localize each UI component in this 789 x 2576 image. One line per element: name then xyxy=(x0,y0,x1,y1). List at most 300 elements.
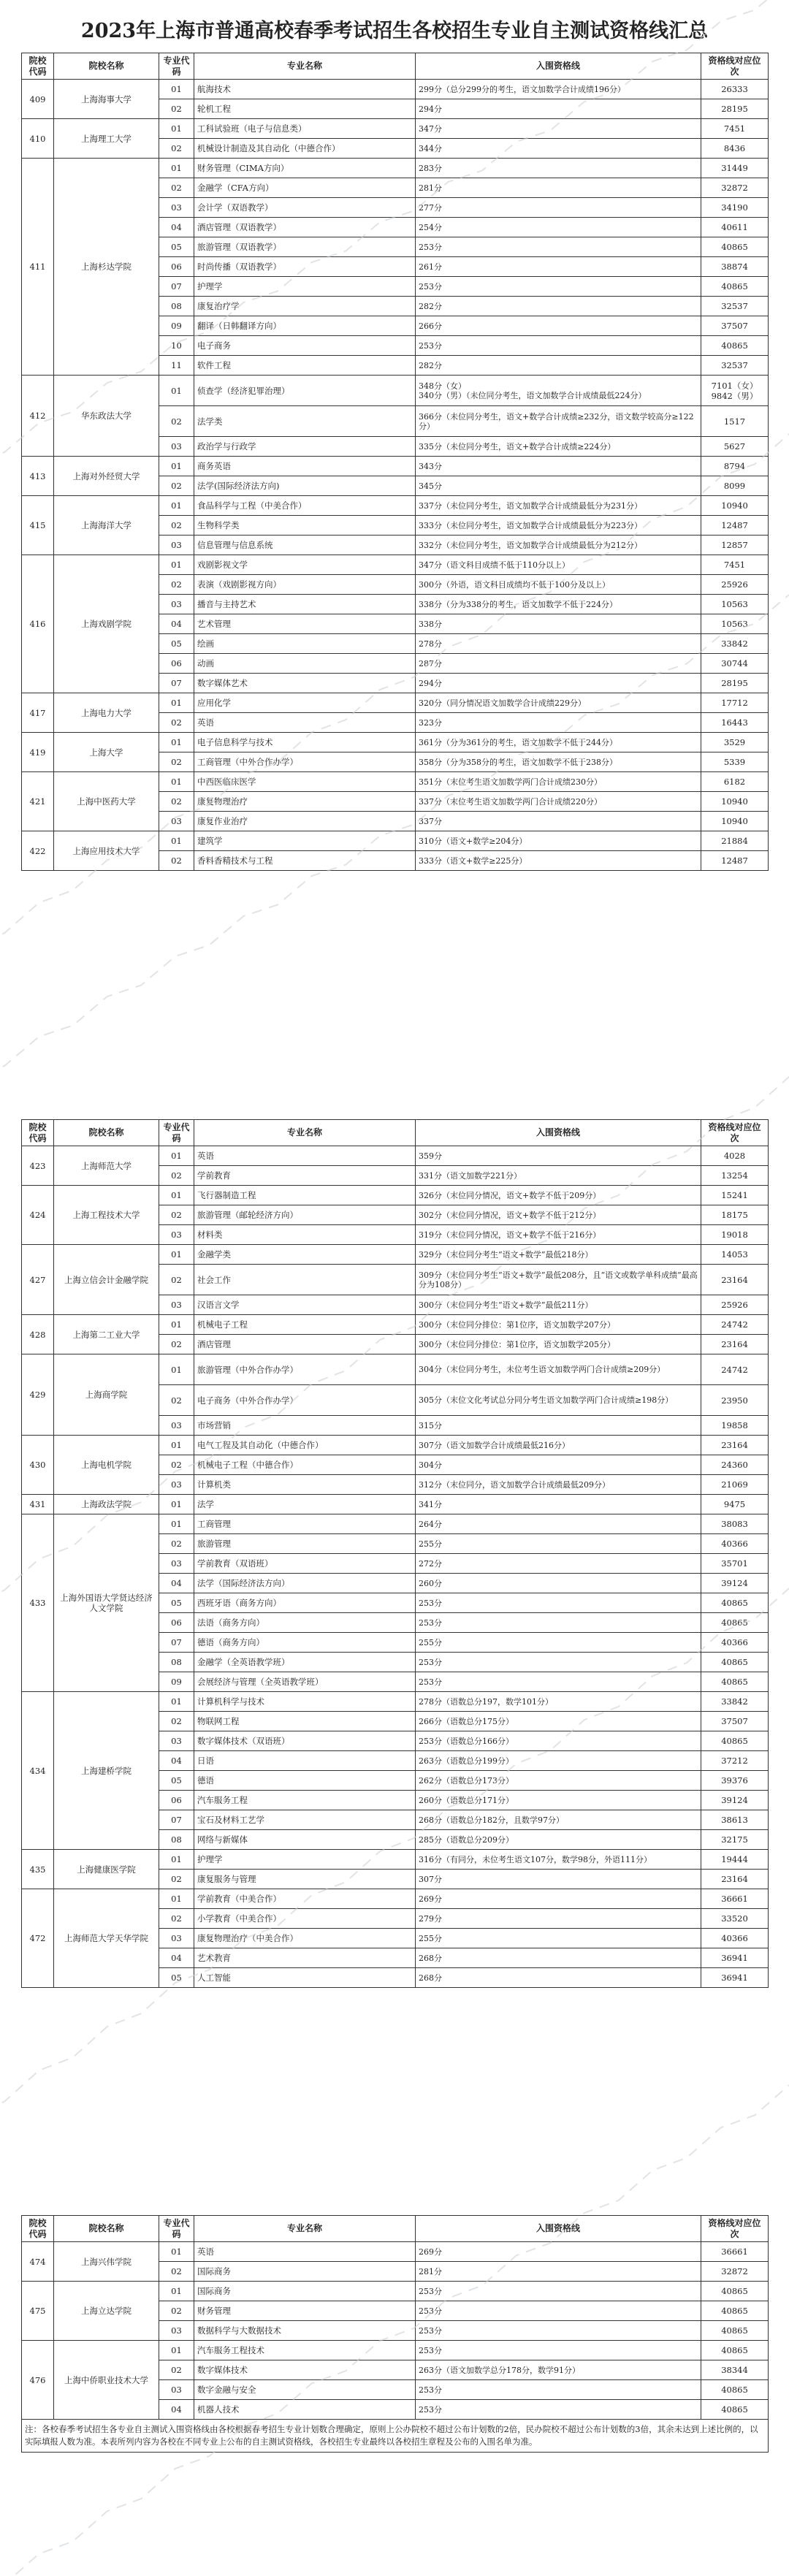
rank-value: 6182 xyxy=(701,772,769,792)
school-code: 416 xyxy=(22,555,54,693)
program-code: 01 xyxy=(159,1245,194,1265)
school-name: 上海大学 xyxy=(54,733,159,772)
rank-value: 21884 xyxy=(701,831,769,851)
rank-value: 40865 xyxy=(701,1653,769,1672)
rank-value: 33842 xyxy=(701,634,769,654)
program-code: 01 xyxy=(159,1495,194,1514)
program-code: 01 xyxy=(159,2341,194,2360)
rank-value: 39376 xyxy=(701,1771,769,1791)
program-name: 法学类 xyxy=(194,406,416,437)
program-code: 09 xyxy=(159,316,194,336)
program-name: 旅游管理（邮轮经济方向） xyxy=(194,1205,416,1225)
rank-value: 39124 xyxy=(701,1574,769,1593)
program-code: 03 xyxy=(159,1295,194,1315)
qualification-line: 337分（末位考生语文加数学两门合计成绩220分） xyxy=(416,792,701,812)
table-row xyxy=(22,457,769,476)
qualification-line: 255分 xyxy=(416,1534,701,1554)
program-name: 物联网工程 xyxy=(194,1712,416,1731)
qualification-line: 282分 xyxy=(416,297,701,316)
rank-value: 7101（女） 9842（男） xyxy=(701,376,769,406)
program-code: 02 xyxy=(159,1385,194,1416)
qualification-line: 253分 xyxy=(416,1672,701,1692)
rank-value: 19858 xyxy=(701,1416,769,1436)
table-row xyxy=(22,555,769,575)
program-name: 软件工程 xyxy=(194,356,416,376)
program-name: 英语 xyxy=(194,1146,416,1166)
qualification-line: 254分 xyxy=(416,218,701,237)
rank-value: 33520 xyxy=(701,1909,769,1929)
program-name: 学前教育（中美合作） xyxy=(194,1889,416,1909)
program-code: 11 xyxy=(159,356,194,376)
table-row xyxy=(22,2242,769,2262)
qualification-line: 329分（末位同分考生“语文+数学”最低218分） xyxy=(416,1245,701,1265)
program-code: 01 xyxy=(159,1146,194,1166)
program-code: 07 xyxy=(159,1633,194,1653)
rank-value: 19018 xyxy=(701,1225,769,1245)
rank-value: 40865 xyxy=(701,1672,769,1692)
rank-value: 40865 xyxy=(701,2321,769,2341)
rank-value: 40865 xyxy=(701,2282,769,2301)
school-name: 上海第二工业大学 xyxy=(54,1315,159,1354)
program-name: 金融学类 xyxy=(194,1245,416,1265)
table-row xyxy=(22,2341,769,2360)
program-name: 机器人技术 xyxy=(194,2400,416,2420)
column-header: 专业代码 xyxy=(159,53,194,80)
program-name: 商务英语 xyxy=(194,457,416,476)
program-name: 工科试验班（电子与信息类） xyxy=(194,119,416,139)
program-code: 01 xyxy=(159,1354,194,1385)
program-code: 01 xyxy=(159,1436,194,1455)
school-code: 409 xyxy=(22,80,54,119)
program-code: 01 xyxy=(159,1850,194,1870)
qualification-line: 268分 xyxy=(416,1968,701,1988)
school-name: 上海中医药大学 xyxy=(54,772,159,831)
rank-value: 36941 xyxy=(701,1948,769,1968)
qualification-line: 300分（末位同分排位：第1位序，语文加数学207分） xyxy=(416,1315,701,1335)
program-name: 应用化学 xyxy=(194,693,416,713)
school-name: 上海兴伟学院 xyxy=(54,2242,159,2282)
note-row xyxy=(22,2420,769,2453)
table-row xyxy=(22,1315,769,1335)
program-code: 02 xyxy=(159,1534,194,1554)
rank-value: 23950 xyxy=(701,1385,769,1416)
program-code: 03 xyxy=(159,1554,194,1574)
program-name: 机械电子工程 xyxy=(194,1315,416,1335)
table-row xyxy=(22,1146,769,1166)
rank-value: 1517 xyxy=(701,406,769,437)
program-code: 08 xyxy=(159,1830,194,1850)
qualification-line: 253分 xyxy=(416,2380,701,2400)
rank-value: 5339 xyxy=(701,752,769,772)
program-code: 10 xyxy=(159,336,194,356)
rank-value: 37507 xyxy=(701,1712,769,1731)
program-code: 04 xyxy=(159,1948,194,1968)
program-name: 食品科学与工程（中美合作） xyxy=(194,496,416,516)
column-header: 专业代码 xyxy=(159,1120,194,1146)
program-code: 01 xyxy=(159,733,194,752)
program-code: 01 xyxy=(159,1692,194,1712)
column-header: 入围资格线 xyxy=(416,53,701,80)
program-name: 网络与新媒体 xyxy=(194,1830,416,1850)
program-code: 01 xyxy=(159,1514,194,1534)
rank-value: 36661 xyxy=(701,1889,769,1909)
column-header: 专业名称 xyxy=(194,1120,416,1146)
column-header: 院校代码 xyxy=(22,2216,54,2242)
rank-value: 23164 xyxy=(701,1436,769,1455)
qualification-line: 281分 xyxy=(416,2262,701,2282)
program-code: 03 xyxy=(159,1416,194,1436)
rank-value: 10940 xyxy=(701,792,769,812)
table-row xyxy=(22,496,769,516)
rank-value: 24742 xyxy=(701,1354,769,1385)
program-code: 02 xyxy=(159,178,194,198)
school-name: 上海师范大学 xyxy=(54,1146,159,1186)
header-row xyxy=(22,2216,769,2242)
column-header: 专业名称 xyxy=(194,53,416,80)
qualification-line: 331分（语文加数学221分） xyxy=(416,1166,701,1186)
qualification-line: 264分 xyxy=(416,1514,701,1534)
rank-value: 16443 xyxy=(701,713,769,733)
rank-value: 21069 xyxy=(701,1475,769,1495)
rank-value: 10940 xyxy=(701,496,769,516)
rank-value: 25926 xyxy=(701,1295,769,1315)
header-row xyxy=(22,1120,769,1146)
program-name: 汽车服务工程技术 xyxy=(194,2341,416,2360)
program-code: 01 xyxy=(159,1186,194,1205)
admission-table xyxy=(21,1119,769,1988)
qualification-line: 262分（语数总分173分） xyxy=(416,1771,701,1791)
qualification-line: 261分 xyxy=(416,257,701,277)
qualification-line: 337分 xyxy=(416,812,701,831)
rank-value: 40366 xyxy=(701,1534,769,1554)
qualification-line: 338分 xyxy=(416,614,701,634)
school-code: 415 xyxy=(22,496,54,555)
program-code: 02 xyxy=(159,1265,194,1295)
program-code: 04 xyxy=(159,218,194,237)
program-name: 电子商务 xyxy=(194,336,416,356)
rank-value: 14053 xyxy=(701,1245,769,1265)
school-name: 上海商学院 xyxy=(54,1354,159,1436)
rank-value: 40865 xyxy=(701,1613,769,1633)
program-code: 01 xyxy=(159,159,194,178)
program-name: 财务管理（CIMA方向） xyxy=(194,159,416,178)
school-code: 422 xyxy=(22,831,54,871)
program-name: 侦查学（经济犯罪治理） xyxy=(194,376,416,406)
rank-value: 40611 xyxy=(701,218,769,237)
table-row xyxy=(22,1436,769,1455)
rank-value: 40865 xyxy=(701,237,769,257)
program-name: 康复物理治疗 xyxy=(194,792,416,812)
program-name: 电子商务（中外合作办学） xyxy=(194,1385,416,1416)
school-code: 419 xyxy=(22,733,54,772)
qualification-line: 260分 xyxy=(416,1574,701,1593)
program-name: 汉语言文学 xyxy=(194,1295,416,1315)
qualification-line: 253分 xyxy=(416,336,701,356)
rank-value: 4028 xyxy=(701,1146,769,1166)
program-name: 护理学 xyxy=(194,1850,416,1870)
table-row xyxy=(22,1354,769,1385)
rank-value: 38083 xyxy=(701,1514,769,1534)
school-code: 410 xyxy=(22,119,54,159)
rank-value: 8436 xyxy=(701,139,769,159)
program-code: 02 xyxy=(159,476,194,496)
program-name: 戏剧影视文学 xyxy=(194,555,416,575)
school-code: 472 xyxy=(22,1889,54,1988)
program-code: 04 xyxy=(159,1574,194,1593)
program-name: 旅游管理（中外合作办学） xyxy=(194,1354,416,1385)
rank-value: 40865 xyxy=(701,2341,769,2360)
program-code: 01 xyxy=(159,1889,194,1909)
program-name: 艺术管理 xyxy=(194,614,416,634)
qualification-line: 326分（末位同分情况，语文+数学不低于209分） xyxy=(416,1186,701,1205)
school-name: 上海立信会计金融学院 xyxy=(54,1245,159,1315)
program-name: 飞行器制造工程 xyxy=(194,1186,416,1205)
qualification-line: 358分（分为358分的考生，语文加数学不低于238分） xyxy=(416,752,701,772)
school-name: 上海建桥学院 xyxy=(54,1692,159,1850)
qualification-line: 345分 xyxy=(416,476,701,496)
program-name: 酒店管理（双语教学） xyxy=(194,218,416,237)
program-code: 01 xyxy=(159,376,194,406)
school-code: 476 xyxy=(22,2341,54,2420)
table-row xyxy=(22,1889,769,1909)
column-header: 院校代码 xyxy=(22,53,54,80)
qualification-line: 307分 xyxy=(416,1870,701,1889)
qualification-line: 319分（末位同分情况，语文+数学不低于216分） xyxy=(416,1225,701,1245)
rank-value: 18175 xyxy=(701,1205,769,1225)
qualification-line: 253分 xyxy=(416,1653,701,1672)
program-code: 08 xyxy=(159,297,194,316)
rank-value: 19444 xyxy=(701,1850,769,1870)
program-name: 计算机科学与技术 xyxy=(194,1692,416,1712)
program-code: 02 xyxy=(159,1712,194,1731)
program-name: 法学(国际经济法方向) xyxy=(194,476,416,496)
qualification-line: 366分（未位同分考生，语文+数学合计成绩≥232分，语文数学较高分≥122分） xyxy=(416,406,701,437)
table-row xyxy=(22,1245,769,1265)
rank-value: 9475 xyxy=(701,1495,769,1514)
program-code: 05 xyxy=(159,1968,194,1988)
qualification-line: 263分（语数总分199分） xyxy=(416,1751,701,1771)
table-row xyxy=(22,1692,769,1712)
school-name: 上海理工大学 xyxy=(54,119,159,159)
rank-value: 40865 xyxy=(701,2400,769,2420)
program-code: 01 xyxy=(159,496,194,516)
program-name: 播音与主持艺术 xyxy=(194,595,416,614)
program-code: 01 xyxy=(159,2242,194,2262)
school-code: 411 xyxy=(22,159,54,376)
qualification-line: 359分 xyxy=(416,1146,701,1166)
program-code: 01 xyxy=(159,457,194,476)
rank-value: 38344 xyxy=(701,2360,769,2380)
program-code: 06 xyxy=(159,1791,194,1810)
program-code: 03 xyxy=(159,1225,194,1245)
program-code: 02 xyxy=(159,752,194,772)
program-code: 03 xyxy=(159,812,194,831)
program-name: 德语（商务方向） xyxy=(194,1633,416,1653)
program-code: 02 xyxy=(159,1205,194,1225)
qualification-line: 341分 xyxy=(416,1495,701,1514)
column-header: 院校名称 xyxy=(54,53,159,80)
rank-value: 40865 xyxy=(701,1731,769,1751)
qualification-line: 338分（分为338分的考生，语文加数学不低于224分） xyxy=(416,595,701,614)
rank-value: 8099 xyxy=(701,476,769,496)
program-name: 康复物理治疗（中美合作） xyxy=(194,1929,416,1948)
rank-value: 32537 xyxy=(701,297,769,316)
school-name: 上海中侨职业技术大学 xyxy=(54,2341,159,2420)
school-name: 上海工程技术大学 xyxy=(54,1186,159,1245)
qualification-line: 337分（未位同分考生，语文加数学合计成绩最低分为231分） xyxy=(416,496,701,516)
qualification-line: 278分（语数总分197，数学101分） xyxy=(416,1692,701,1712)
qualification-line: 282分 xyxy=(416,356,701,376)
program-name: 金融学（CFA方向） xyxy=(194,178,416,198)
program-name: 学前教育 xyxy=(194,1166,416,1186)
rank-value: 30744 xyxy=(701,654,769,674)
qualification-line: 335分（未位同分考生，语文+数学合计成绩≥224分） xyxy=(416,437,701,457)
program-code: 06 xyxy=(159,1613,194,1633)
school-code: 421 xyxy=(22,772,54,831)
school-name: 上海对外经贸大学 xyxy=(54,457,159,496)
program-name: 宝石及材料工艺学 xyxy=(194,1810,416,1830)
program-code: 02 xyxy=(159,2360,194,2380)
qualification-line: 279分 xyxy=(416,1909,701,1929)
table-row xyxy=(22,119,769,139)
school-code: 430 xyxy=(22,1436,54,1495)
table-row xyxy=(22,80,769,99)
table-row xyxy=(22,2282,769,2301)
school-code: 475 xyxy=(22,2282,54,2341)
program-name: 旅游管理（双语教学） xyxy=(194,237,416,257)
school-code: 433 xyxy=(22,1514,54,1692)
program-code: 06 xyxy=(159,654,194,674)
program-name: 政治学与行政学 xyxy=(194,437,416,457)
rank-value: 17712 xyxy=(701,693,769,713)
qualification-line: 269分 xyxy=(416,1889,701,1909)
program-name: 表演（戏剧影视方向） xyxy=(194,575,416,595)
qualification-line: 287分 xyxy=(416,654,701,674)
school-name: 上海师范大学天华学院 xyxy=(54,1889,159,1988)
program-name: 数字金融与安全 xyxy=(194,2380,416,2400)
table-row xyxy=(22,1850,769,1870)
program-code: 07 xyxy=(159,1810,194,1830)
program-name: 计算机类 xyxy=(194,1475,416,1495)
rank-value: 10563 xyxy=(701,614,769,634)
program-code: 02 xyxy=(159,851,194,871)
rank-value: 38613 xyxy=(701,1810,769,1830)
program-name: 会展经济与管理（全英语教学班） xyxy=(194,1672,416,1692)
table-row xyxy=(22,376,769,406)
program-name: 英语 xyxy=(194,713,416,733)
program-name: 数据科学与大数据技术 xyxy=(194,2321,416,2341)
program-name: 护理学 xyxy=(194,277,416,297)
qualification-line: 315分 xyxy=(416,1416,701,1436)
rank-value: 24742 xyxy=(701,1315,769,1335)
program-code: 03 xyxy=(159,2380,194,2400)
column-header: 院校代码 xyxy=(22,1120,54,1146)
qualification-line: 309分（末位同分考生“语文+数学”最低208分，且“语文或数学单科成绩”最高分为108分） xyxy=(416,1265,701,1295)
program-code: 03 xyxy=(159,1731,194,1751)
program-code: 05 xyxy=(159,237,194,257)
column-header: 专业名称 xyxy=(194,2216,416,2242)
qualification-line: 253分 xyxy=(416,277,701,297)
program-code: 02 xyxy=(159,1870,194,1889)
rank-value: 7451 xyxy=(701,119,769,139)
qualification-line: 332分（未位同分考生，语文加数学合计成绩最低分为212分） xyxy=(416,536,701,555)
program-code: 02 xyxy=(159,1455,194,1475)
program-code: 03 xyxy=(159,2321,194,2341)
program-code: 04 xyxy=(159,614,194,634)
program-name: 航海技术 xyxy=(194,80,416,99)
qualification-line: 268分 xyxy=(416,1948,701,1968)
program-code: 01 xyxy=(159,693,194,713)
qualification-line: 347分 xyxy=(416,119,701,139)
program-name: 电气工程及其自动化（中德合作） xyxy=(194,1436,416,1455)
program-name: 艺术教育 xyxy=(194,1948,416,1968)
rank-value: 39124 xyxy=(701,1791,769,1810)
column-header: 资格线对应位次 xyxy=(701,1120,769,1146)
program-code: 01 xyxy=(159,119,194,139)
program-name: 康复治疗学 xyxy=(194,297,416,316)
qualification-line: 299分（总分299分的考生，语文加数学合计成绩196分） xyxy=(416,80,701,99)
qualification-line: 253分（语数总分166分） xyxy=(416,1731,701,1751)
school-code: 413 xyxy=(22,457,54,496)
school-code: 429 xyxy=(22,1354,54,1436)
program-code: 01 xyxy=(159,772,194,792)
rank-value: 31449 xyxy=(701,159,769,178)
qualification-line: 300分（外语，语文科目成绩均不低于100分及以上） xyxy=(416,575,701,595)
table-row xyxy=(22,1186,769,1205)
qualification-line: 320分（同分情况语文加数学合计成绩229分） xyxy=(416,693,701,713)
table-row xyxy=(22,159,769,178)
qualification-line: 253分 xyxy=(416,2400,701,2420)
qualification-line: 253分 xyxy=(416,2341,701,2360)
program-code: 02 xyxy=(159,713,194,733)
rank-value: 15241 xyxy=(701,1186,769,1205)
program-name: 小学教育（中美合作） xyxy=(194,1909,416,1929)
rank-value: 24360 xyxy=(701,1455,769,1475)
school-code: 435 xyxy=(22,1850,54,1889)
program-code: 01 xyxy=(159,80,194,99)
table-page-1 xyxy=(21,53,768,871)
qualification-line: 278分 xyxy=(416,634,701,654)
rank-value: 32872 xyxy=(701,178,769,198)
school-name: 上海杉达学院 xyxy=(54,159,159,376)
qualification-line: 300分（末位同分排位：第1位序，语文加数学205分） xyxy=(416,1335,701,1354)
qualification-line: 285分（语数总分209分） xyxy=(416,1830,701,1850)
rank-value: 40366 xyxy=(701,1929,769,1948)
rank-value: 12487 xyxy=(701,516,769,536)
program-name: 西班牙语（商务方向） xyxy=(194,1593,416,1613)
qualification-line: 260分（语数总分171分） xyxy=(416,1791,701,1810)
qualification-line: 344分 xyxy=(416,139,701,159)
program-code: 03 xyxy=(159,198,194,218)
school-name: 上海海事大学 xyxy=(54,80,159,119)
program-code: 07 xyxy=(159,277,194,297)
column-header: 资格线对应位次 xyxy=(701,53,769,80)
program-name: 工商管理 xyxy=(194,1514,416,1534)
rank-value: 26333 xyxy=(701,80,769,99)
qualification-line: 300分（末位同分考生“语文+数学”最低211分） xyxy=(416,1295,701,1315)
school-name: 上海立达学院 xyxy=(54,2282,159,2341)
program-name: 人工智能 xyxy=(194,1968,416,1988)
program-code: 04 xyxy=(159,1751,194,1771)
qualification-line: 316分（有同分，未位考生语文107分，数学98分，外语111分） xyxy=(416,1850,701,1870)
program-code: 06 xyxy=(159,257,194,277)
qualification-line: 253分 xyxy=(416,237,701,257)
program-name: 材料类 xyxy=(194,1225,416,1245)
program-name: 日语 xyxy=(194,1751,416,1771)
rank-value: 7451 xyxy=(701,555,769,575)
qualification-line: 312分（末位同分，语文加数学合计成绩最低209分） xyxy=(416,1475,701,1495)
admission-table xyxy=(21,2215,769,2453)
